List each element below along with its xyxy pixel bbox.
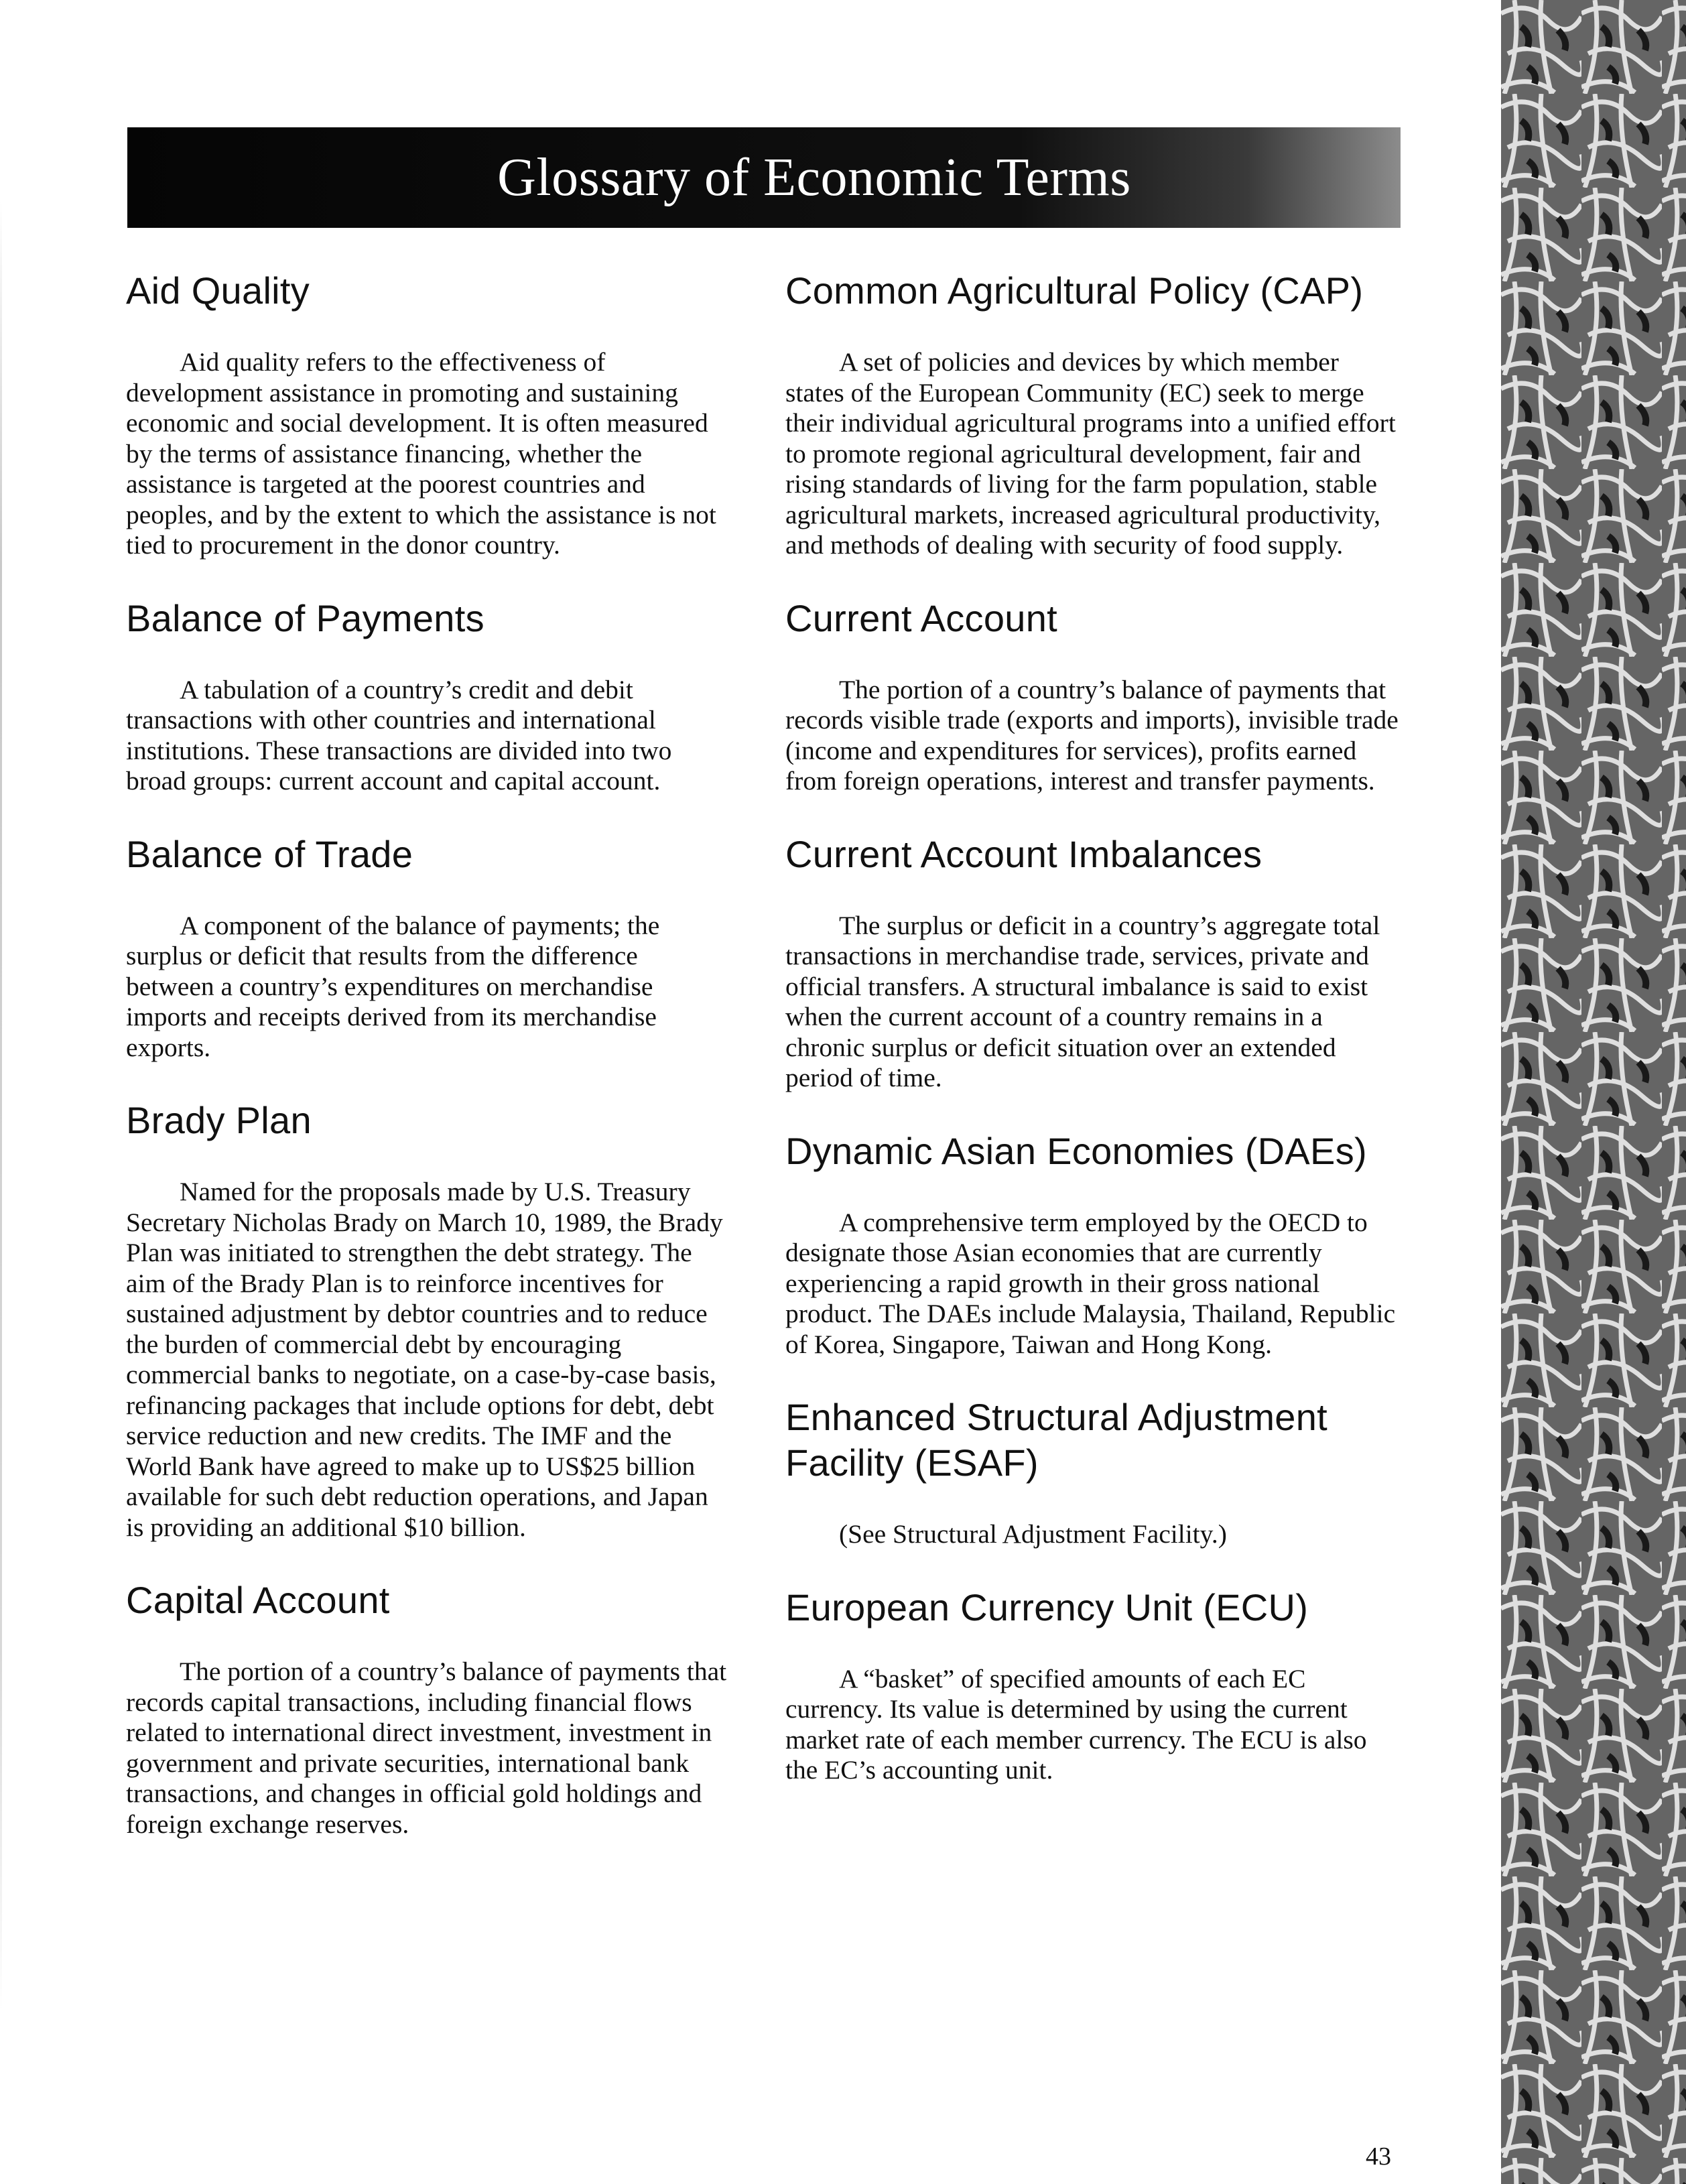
glossary-entry	[126, 268, 729, 561]
glossary-entry	[126, 596, 729, 797]
scan-margin-line	[0, 201, 2, 2010]
glossary-term: European Currency Unit (ECU)	[785, 1586, 1309, 1628]
glossary-entry	[785, 268, 1402, 561]
glossary-definition: A tabulation of a country’s credit and debit transactions with other countries and international institutions. These transactions are divided into two broad groups: current account and capital account.	[126, 674, 672, 795]
glossary-entry	[126, 832, 729, 1064]
glossary-entry	[785, 832, 1402, 1094]
glossary-term: Aid Quality	[126, 269, 310, 312]
glossary-definition: Aid quality refers to the effectiveness of development assistance in promoting and sustaining economic and social development. It is often measured by the terms of assistance financing, whether the assistance is targeted at the poorest countries and peoples, and by the extent to which the assistance is not tied to procurement in the donor country.	[126, 347, 716, 560]
glossary-definition: The surplus or deficit in a country’s aggregate total transactions in merchandise trade, services, private and official transfers. A structural imbalance is said to exist when the current account of a country remains in a chronic surplus or deficit situation over an extended period of time.	[785, 910, 1380, 1092]
title-banner	[127, 127, 1401, 228]
glossary-entry	[785, 1585, 1402, 1786]
glossary-term: Brady Plan	[126, 1099, 312, 1141]
glossary-entry	[785, 1129, 1402, 1360]
glossary-term: Dynamic Asian Economies (DAEs)	[785, 1129, 1367, 1172]
page-number: 43	[1366, 2142, 1391, 2171]
left-column	[126, 268, 729, 1840]
glossary-term: Current Account Imbalances	[785, 832, 1262, 875]
glossary-definition: A set of policies and devices by which member states of the European Community (EC) seek to merge their individual agricultural programs into a unified effort to promote regional agricultural development, fair and rising standards of living for the farm population, stable agricultural markets, increased agricultural productivity, and methods of dealing with security of food supply.	[785, 347, 1396, 560]
glossary-entry	[126, 1098, 729, 1543]
glossary-definition: The portion of a country’s balance of payments that records visible trade (exports and imports), invisible trade (income and expenditures for services), profits earned from foreign operations, interest and transfer payments.	[785, 674, 1399, 795]
glossary-term: Current Account	[785, 596, 1058, 639]
glossary-definition: (See Structural Adjustment Facility.)	[839, 1519, 1227, 1549]
glossary-definition: A comprehensive term employed by the OECD to designate those Asian economies that are currently experiencing a rapid growth in their gross national product. The DAEs include Malaysia, Thailand, Republic of Korea, Singapore, Taiwan and Hong Kong.	[785, 1207, 1396, 1359]
glossary-definition: A component of the balance of payments; the surplus or deficit that results from the difference between a country’s expenditures on merchandise imports and receipts derived from its merchandise exports.	[126, 910, 660, 1062]
glossary-definition: A “basket” of specified amounts of each EC currency. Its value is determined by using the current market rate of each member currency. The ECU is also the EC’s accounting unit.	[785, 1663, 1367, 1785]
glossary-definition: The portion of a country’s balance of payments that records capital transactions, including financial flows related to international direct investment, investment in government and private securities, international bank transactions, and changes in official gold holdings and foreign exchange reserves.	[126, 1657, 727, 1839]
glossary-entry	[126, 1578, 729, 1840]
glossary-term: Capital Account	[126, 1579, 390, 1621]
glossary-term: Balance of Payments	[126, 596, 484, 639]
texture-pattern	[1501, 0, 1686, 2184]
glossary-term: Balance of Trade	[126, 832, 413, 875]
glossary-entry	[785, 596, 1402, 797]
glossary-term: Enhanced Structural Adjustment Facility (ESAF)	[785, 1396, 1328, 1484]
glossary-definition: Named for the proposals made by U.S. Treasury Secretary Nicholas Brady on March 10, 1989, the Brady Plan was initiated to strengthen the debt strategy. The aim of the Brady Plan is to reinforce incentives for sustained adjustment by debtor countries and to reduce the burden of commercial debt by encouraging commercial banks to negotiate, on a case-by-case basis, refinancing packages that include options for debt, debt service reduction and new credits. The IMF and the World Bank have agreed to make up to US$25 billion available for such debt reduction operations, and Japan is providing an additional $10 billion.	[126, 1177, 723, 1542]
page-title: Glossary of Economic Terms	[497, 147, 1131, 207]
right-column	[785, 268, 1402, 1786]
glossary-term: Common Agricultural Policy (CAP)	[785, 269, 1364, 312]
decorative-texture-strip	[1501, 0, 1686, 2184]
glossary-entry	[785, 1395, 1402, 1550]
